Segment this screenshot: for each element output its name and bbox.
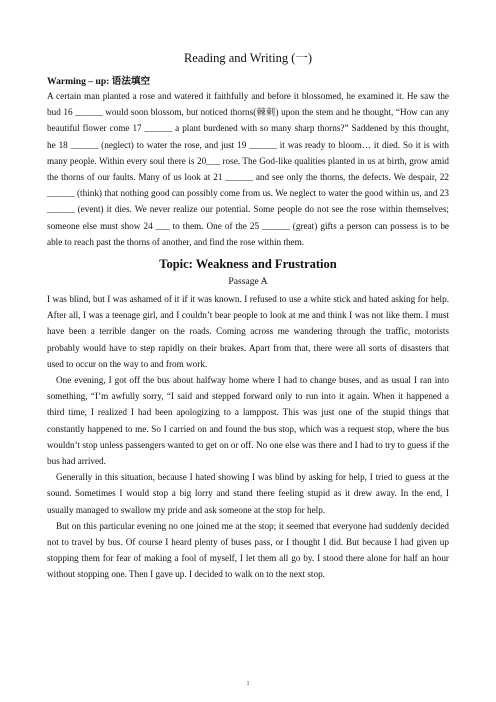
- passage-paragraph-2: One evening, I got off the bus about halfway home where I had to change buses, and as usual I ran into something, “I’m awfully sorry, “I said and stepped forward only to run into it again. When it happened a third time, I realized I had been apologizing to a lamppost. This was just one of the stupid things that constantly happened to me. So I carried on and found the bus stop, which was a request stop, where the bus wouldn’t stop unless passengers wanted to get on or off. No one else was there and I had to try to guess if the bus had arrived.: [47, 375, 449, 467]
- passage-paragraph-3: Generally in this situation, because I hated showing I was blind by asking for help, I tried to guess at the sound. Sometimes I would stop a big lorry and stand there feeling stupid as it drew away. In the end, I usually managed to swallow my pride and ask someone at the stop for help.: [47, 472, 449, 515]
- warmup-heading: Warming – up: 语法填空: [47, 76, 151, 87]
- page-number: 1: [246, 681, 250, 687]
- document-page: [47, 0, 449, 583]
- warmup-paragraph: A certain man planted a rose and watered it faithfully and before it blossomed, he examined it. He saw the bud 16 ______ would soon blossom, but noticed thorns(棘刺) upon the stem and he thought, “How can any beautiful flower come 17 ______ a plant burdened with so many sharp thorns?” Saddened by this thought, he 18 ______ (neglect) to water the rose, and just 19 ______ it was ready to bloom… it died. So it is with many people. Within every soul there is 20___ rose. The God-like qualities planted in us at birth, grow amid the thorns of our faults. Many of us look at 21 ______ and see only the thorns, the defects. We despair, 22 ______ (think) that nothing good can possibly come from us. We neglect to water the good within us, and 23 ______ (event) it dies. We never realize our potential. Some people do not see the rose within themselves; someone else must show 24 ___ to them. One of the 25 ______ (great) gifts a person can possess is to be able to reach past the thorns of another, and find the rose within them.: [47, 91, 449, 247]
- passage-paragraph-1: I was blind, but I was ashamed of it if it was known. I refused to use a white stick and hated asking for help. After all, I was a teenage girl, and I couldn’t bear people to look at me and think I was not like them. I must have been a terrible danger on the roads. Coming across me wandering through the traffic, motorists probably would have to step rapidly on their brakes. Apart from that, there were all sorts of disasters that used to occur on the way to and from work.: [47, 294, 449, 369]
- passage-label: Passage A: [228, 276, 268, 288]
- topic-heading: Topic: Weakness and Frustration: [159, 257, 337, 272]
- passage-paragraph-4: But on this particular evening no one joined me at the stop; it seemed that everyone had suddenly decided not to travel by bus. Of course I heard plenty of buses pass, or I thought I did. But because I had given up stopping them for fear of making a fool of myself, I let them all go by. I stood there alone for half an hour without stopping one. Then I gave up. I decided to walk on to the next stop.: [47, 520, 449, 580]
- document-title: Reading and Writing (一): [183, 51, 313, 65]
